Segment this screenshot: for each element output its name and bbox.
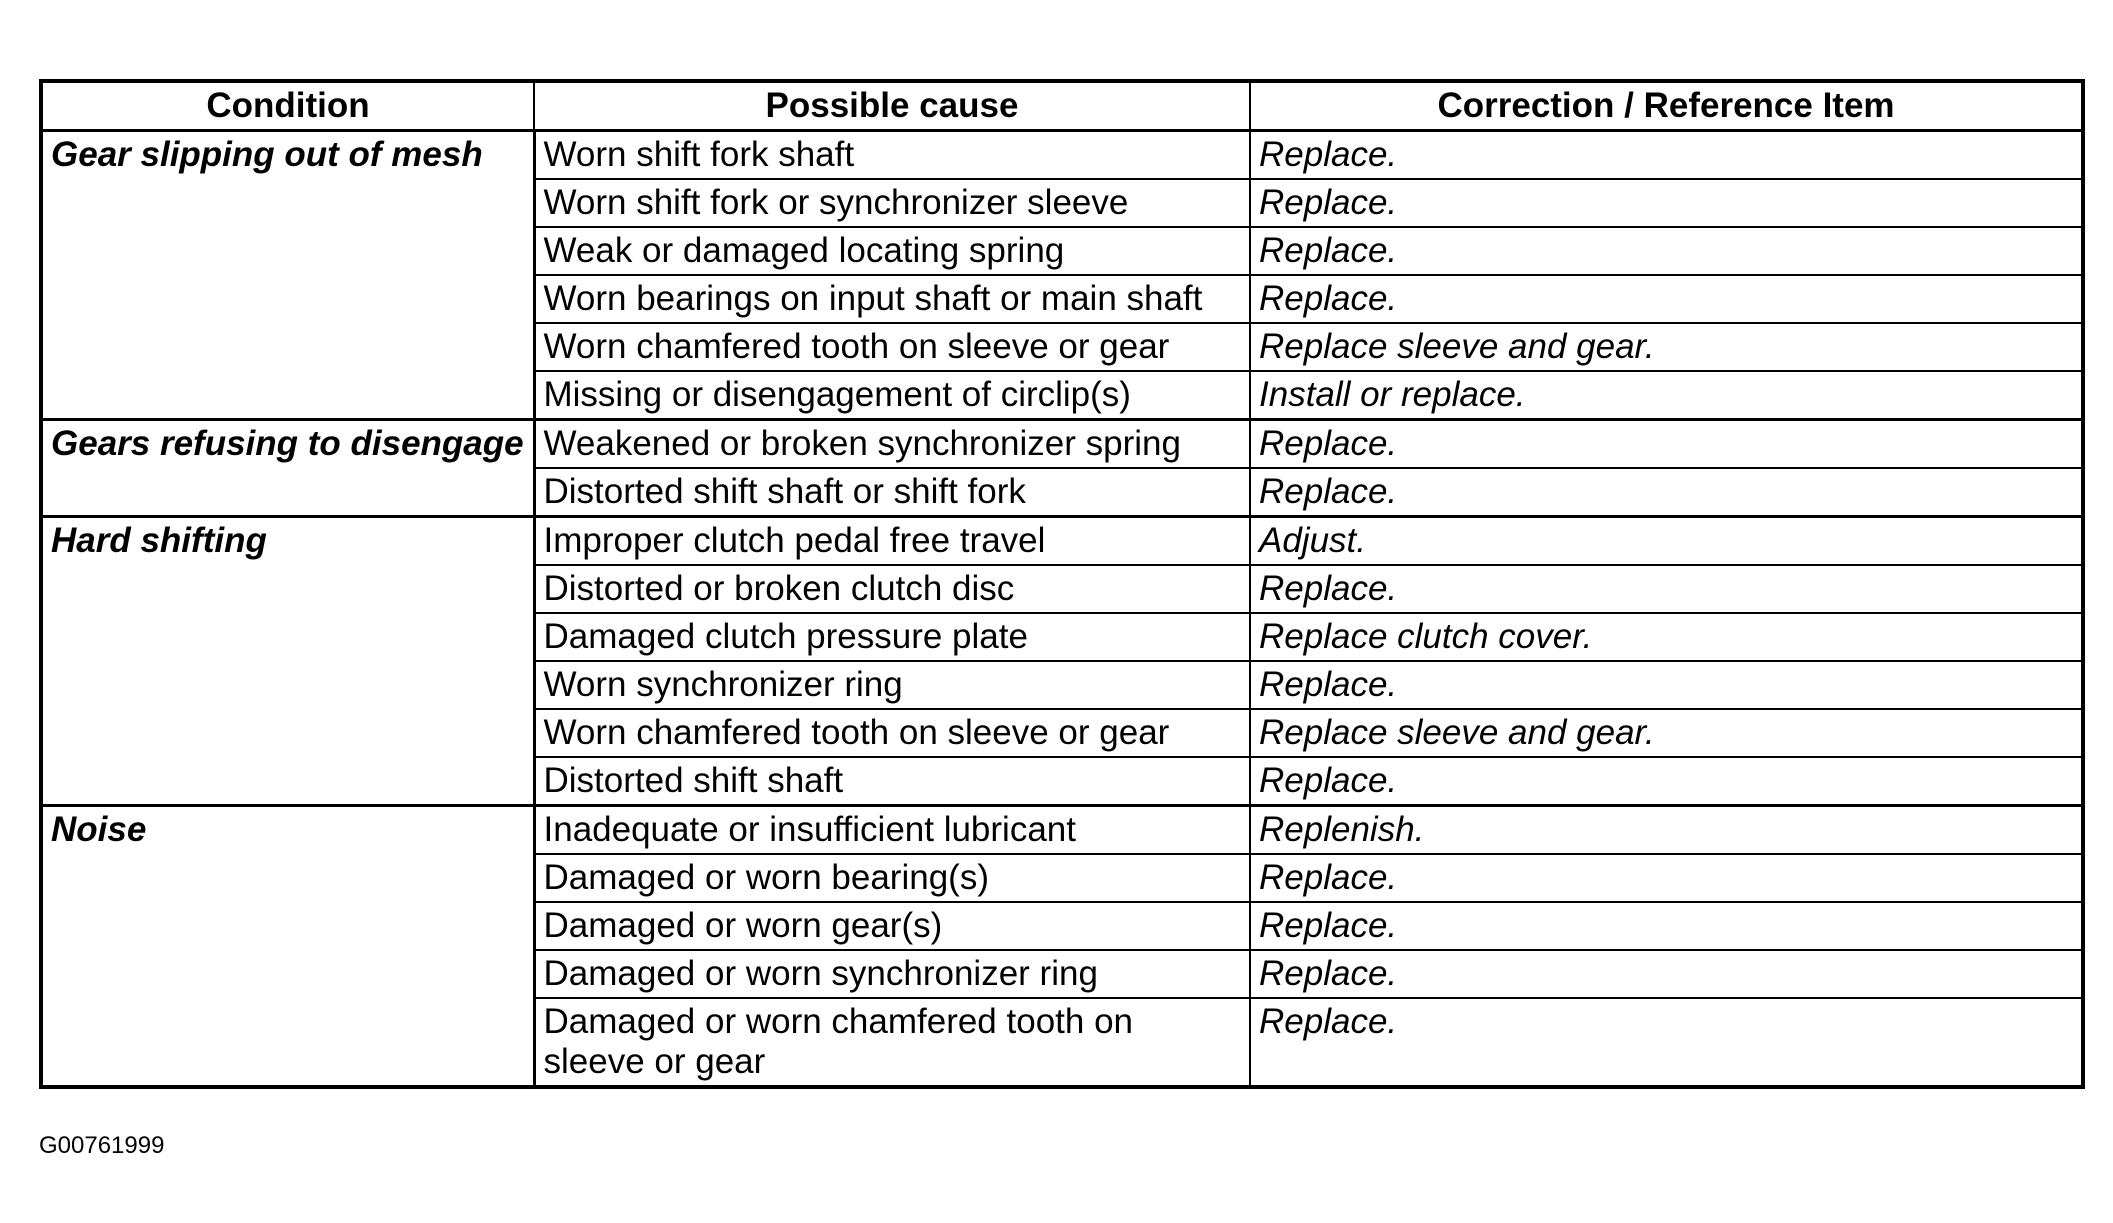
- correction-cell: Replace.: [1250, 661, 2083, 709]
- possible-cause-cell: Worn chamfered tooth on sleeve or gear: [534, 323, 1250, 371]
- possible-cause-cell: Damaged or worn chamfered tooth on sleeve or gear: [534, 998, 1250, 1087]
- condition-cell: Gears refusing to disengage: [41, 420, 534, 517]
- possible-cause-cell: Worn synchronizer ring: [534, 661, 1250, 709]
- correction-cell: Replace.: [1250, 902, 2083, 950]
- header-condition: Condition: [41, 81, 534, 131]
- condition-cell: Noise: [41, 806, 534, 1088]
- possible-cause-cell: Weakened or broken synchronizer spring: [534, 420, 1250, 469]
- table-row: [41, 420, 2083, 469]
- correction-cell: Replace.: [1250, 227, 2083, 275]
- possible-cause-cell: Damaged or worn bearing(s): [534, 854, 1250, 902]
- possible-cause-cell: Inadequate or insufficient lubricant: [534, 806, 1250, 855]
- correction-cell: Install or replace.: [1250, 371, 2083, 420]
- possible-cause-cell: Weak or damaged locating spring: [534, 227, 1250, 275]
- possible-cause-cell: Worn chamfered tooth on sleeve or gear: [534, 709, 1250, 757]
- possible-cause-cell: Damaged or worn synchronizer ring: [534, 950, 1250, 998]
- correction-cell: Adjust.: [1250, 517, 2083, 566]
- table-row: [41, 806, 2083, 855]
- correction-cell: Replace.: [1250, 854, 2083, 902]
- possible-cause-cell: Damaged or worn gear(s): [534, 902, 1250, 950]
- correction-cell: Replace.: [1250, 950, 2083, 998]
- correction-cell: Replace sleeve and gear.: [1250, 709, 2083, 757]
- correction-cell: Replace.: [1250, 998, 2083, 1087]
- table-body: [41, 131, 2083, 1088]
- correction-cell: Replace.: [1250, 179, 2083, 227]
- correction-cell: Replace sleeve and gear.: [1250, 323, 2083, 371]
- header-correction: Correction / Reference Item: [1250, 81, 2083, 131]
- table-row: [41, 517, 2083, 566]
- possible-cause-cell: Worn shift fork or synchronizer sleeve: [534, 179, 1250, 227]
- correction-cell: Replace.: [1250, 565, 2083, 613]
- possible-cause-cell: Distorted shift shaft or shift fork: [534, 468, 1250, 517]
- possible-cause-cell: Distorted shift shaft: [534, 757, 1250, 806]
- header-row: [41, 81, 2083, 131]
- possible-cause-cell: Worn bearings on input shaft or main shaft: [534, 275, 1250, 323]
- correction-cell: Replace clutch cover.: [1250, 613, 2083, 661]
- correction-cell: Replace.: [1250, 275, 2083, 323]
- table-row: [41, 131, 2083, 180]
- condition-cell: Hard shifting: [41, 517, 534, 806]
- correction-cell: Replenish.: [1250, 806, 2083, 855]
- correction-cell: Replace.: [1250, 420, 2083, 469]
- possible-cause-cell: Improper clutch pedal free travel: [534, 517, 1250, 566]
- diagnosis-table: [39, 79, 2085, 1089]
- condition-cell: Gear slipping out of mesh: [41, 131, 534, 420]
- possible-cause-cell: Missing or disengagement of circlip(s): [534, 371, 1250, 420]
- correction-cell: Replace.: [1250, 468, 2083, 517]
- header-possible-cause: Possible cause: [534, 81, 1250, 131]
- possible-cause-cell: Damaged clutch pressure plate: [534, 613, 1250, 661]
- possible-cause-cell: Distorted or broken clutch disc: [534, 565, 1250, 613]
- possible-cause-cell: Worn shift fork shaft: [534, 131, 1250, 180]
- correction-cell: Replace.: [1250, 757, 2083, 806]
- correction-cell: Replace.: [1250, 131, 2083, 180]
- figure-id: G00761999: [39, 1132, 165, 1159]
